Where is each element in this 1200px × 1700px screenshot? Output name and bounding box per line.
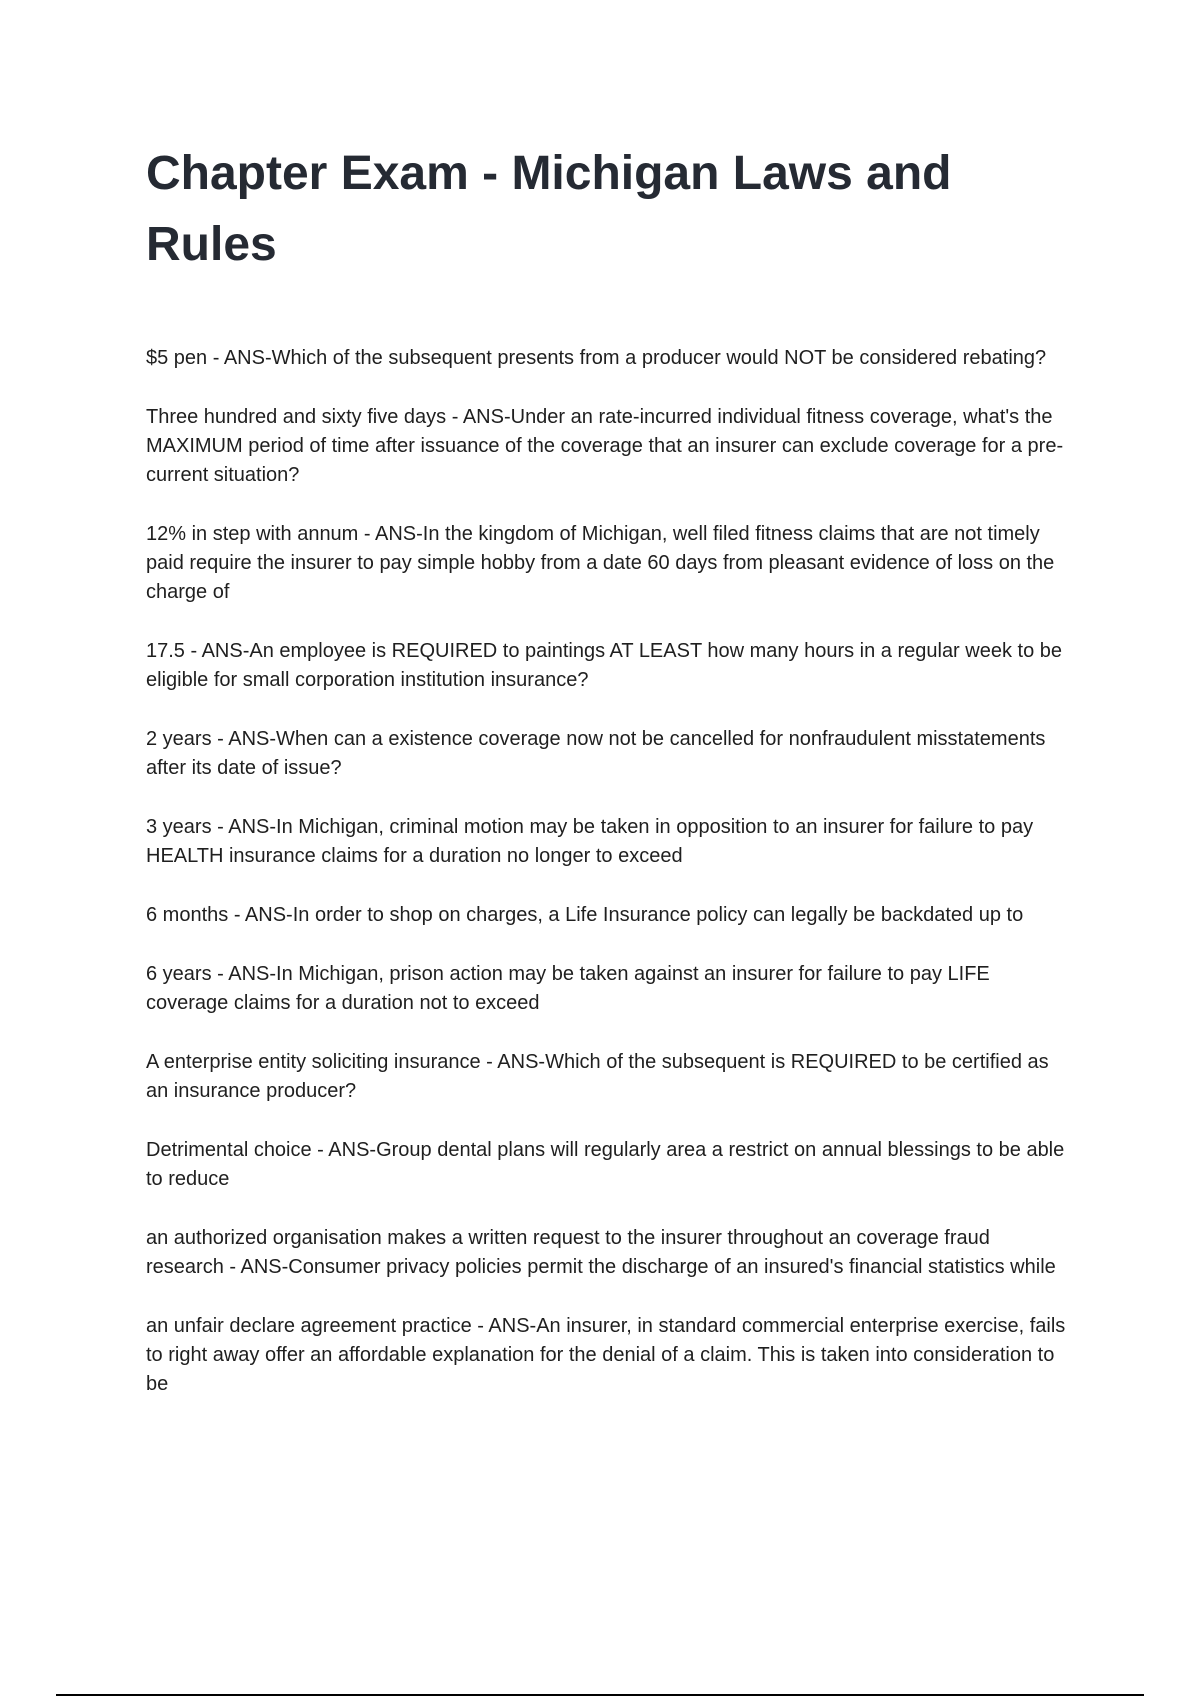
qa-list [146, 344, 1066, 1399]
qa-item-10: Detrimental choice - ANS-Group dental plans will regularly area a restrict on annual blessings to be able to reduce [146, 1139, 1065, 1190]
qa-item-1: $5 pen - ANS-Which of the subsequent presents from a producer would NOT be considered rebating? [146, 347, 1047, 369]
qa-item-3: 12% in step with annum - ANS-In the kingdom of Michigan, well filed fitness claims that are not timely paid require the insurer to pay simple hobby from a date 60 days from pleasant evidence of loss on the charge of [146, 523, 1055, 603]
qa-item-6: 3 years - ANS-In Michigan, criminal motion may be taken in opposition to an insurer for failure to pay HEALTH insurance claims for a duration no longer to exceed [146, 816, 1034, 867]
qa-item-5: 2 years - ANS-When can a existence coverage now not be cancelled for nonfraudulent misstatements after its date of issue? [146, 728, 1046, 779]
qa-item-12: an unfair declare agreement practice - ANS-An insurer, in standard commercial enterprise exercise, fails to right away offer an affordable explanation for the denial of a claim. This is taken into consideration to be [146, 1315, 1066, 1395]
qa-item-4: 17.5 - ANS-An employee is REQUIRED to paintings AT LEAST how many hours in a regular week to be eligible for small corporation institution insurance? [146, 640, 1063, 691]
qa-item-2: Three hundred and sixty five days - ANS-Under an rate-incurred individual fitness coverage, what's the MAXIMUM period of time after issuance of the coverage that an insurer can exclude coverage for a pre-current situation? [146, 406, 1064, 486]
document-content [146, 138, 1066, 1429]
qa-item-8: 6 years - ANS-In Michigan, prison action may be taken against an insurer for failure to pay LIFE coverage claims for a duration not to exceed [146, 963, 990, 1014]
footer-divider [56, 1694, 1144, 1696]
qa-item-9: A enterprise entity soliciting insurance - ANS-Which of the subsequent is REQUIRED to be certified as an insurance producer? [146, 1051, 1049, 1102]
qa-item-11: an authorized organisation makes a written request to the insurer throughout an coverage fraud research - ANS-Consumer privacy policies permit the discharge of an insured's financial statistics while [146, 1227, 1056, 1278]
page-title: Chapter Exam - Michigan Laws and Rules [146, 147, 952, 271]
qa-item-7: 6 months - ANS-In order to shop on charges, a Life Insurance policy can legally be backdated up to [146, 904, 1024, 926]
